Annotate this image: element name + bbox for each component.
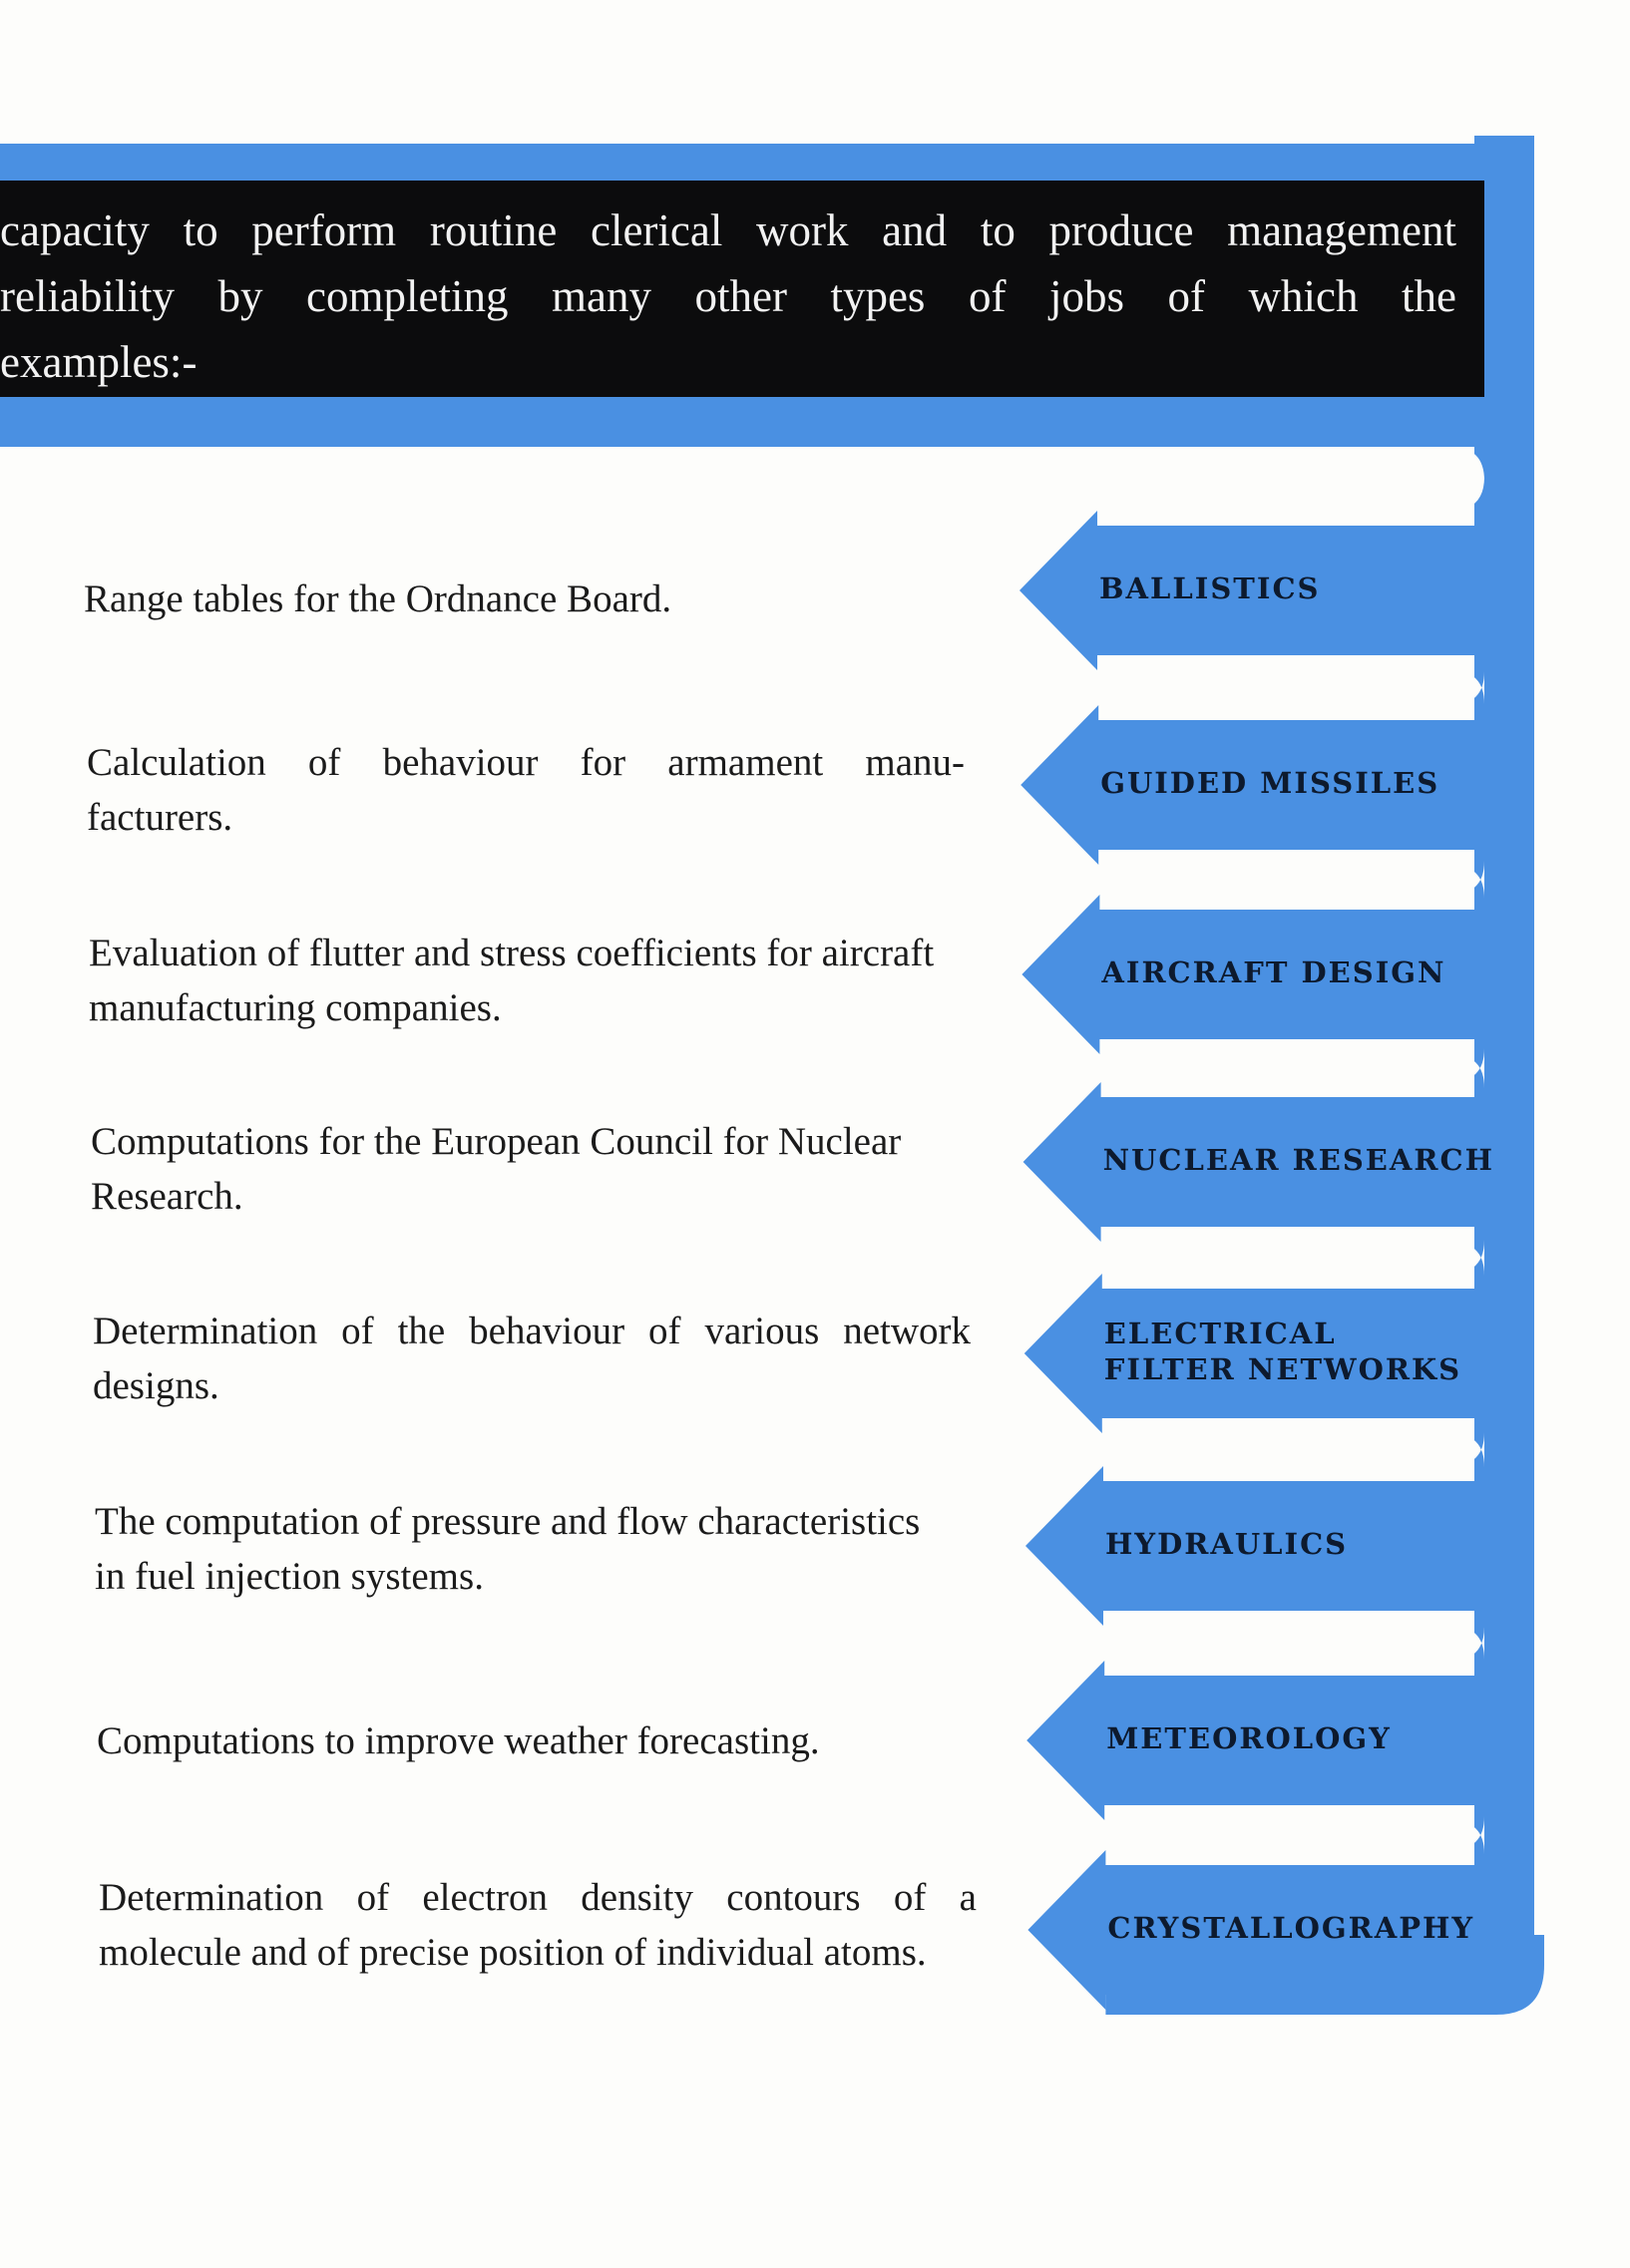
application-label <box>1107 1910 1474 1946</box>
application-description <box>89 926 967 1035</box>
application-description <box>99 1870 977 1980</box>
intro-banner <box>0 181 1484 397</box>
intro-line: reliability by completing many other types of jobs of which the <box>0 271 1456 321</box>
description-line: Research. <box>91 1175 243 1218</box>
application-description <box>95 1494 973 1604</box>
description-line: Calculation of behaviour for armament manu- <box>87 741 965 784</box>
description-line: Computations to improve weather forecasting. <box>97 1719 820 1762</box>
arrow-tail-cap <box>1105 1935 1544 2015</box>
intro-line: examples:- <box>0 337 198 387</box>
description-line: Computations for the European Council for Nuclear <box>91 1120 902 1163</box>
arrow-gap <box>1077 1240 1484 1276</box>
application-description <box>97 1713 975 1768</box>
label-line: HYDRAULICS <box>1105 1527 1349 1561</box>
arrow-gap <box>1077 1816 1484 1854</box>
label-line: FILTER NETWORKS <box>1103 1352 1462 1386</box>
application-label <box>1099 570 1320 606</box>
label-line: NUCLEAR RESEARCH <box>1102 1143 1494 1177</box>
application-description <box>93 1304 971 1413</box>
label-line: ELECTRICAL <box>1103 1317 1337 1350</box>
description-line: The computation of pressure and flow characteristics <box>95 1500 921 1543</box>
arrow-gap <box>1077 861 1484 899</box>
arrow-gap <box>1077 1432 1484 1467</box>
description-line: Evaluation of flutter and stress coefficients for aircraft <box>89 932 935 974</box>
description-line: Determination of electron density contours of a <box>99 1876 977 1919</box>
application-label <box>1104 1316 1461 1387</box>
application-description <box>87 735 965 845</box>
label-line: AIRCRAFT DESIGN <box>1101 955 1446 989</box>
description-line: Range tables for the Ordnance Board. <box>84 577 672 620</box>
arrow-gap <box>1077 447 1484 511</box>
application-label <box>1101 954 1445 990</box>
label-line: BALLISTICS <box>1099 571 1321 605</box>
arrow-gap <box>1077 1048 1484 1088</box>
application-description <box>84 571 782 626</box>
arrow-group <box>1019 447 1544 2015</box>
application-label <box>1103 1142 1494 1178</box>
application-label <box>1105 1526 1348 1562</box>
label-line: CRYSTALLOGRAPHY <box>1107 1911 1475 1945</box>
application-label <box>1106 1720 1392 1756</box>
description-line: manufacturing companies. <box>89 986 502 1029</box>
arrow-gap <box>1077 670 1484 705</box>
label-line: GUIDED MISSILES <box>1100 766 1440 800</box>
description-line: molecule and of precise position of individual atoms. <box>99 1931 927 1974</box>
label-line: METEOROLOGY <box>1106 1721 1392 1755</box>
description-line: facturers. <box>87 796 233 839</box>
arrow-gap <box>1077 1626 1484 1661</box>
description-line: designs. <box>93 1364 219 1407</box>
intro-line: capacity to perform routine clerical work and to produce management <box>0 205 1456 255</box>
description-line: Determination of the behaviour of various network <box>93 1310 971 1352</box>
application-description <box>91 1114 969 1224</box>
description-line: in fuel injection systems. <box>95 1555 484 1598</box>
application-label <box>1100 765 1439 801</box>
